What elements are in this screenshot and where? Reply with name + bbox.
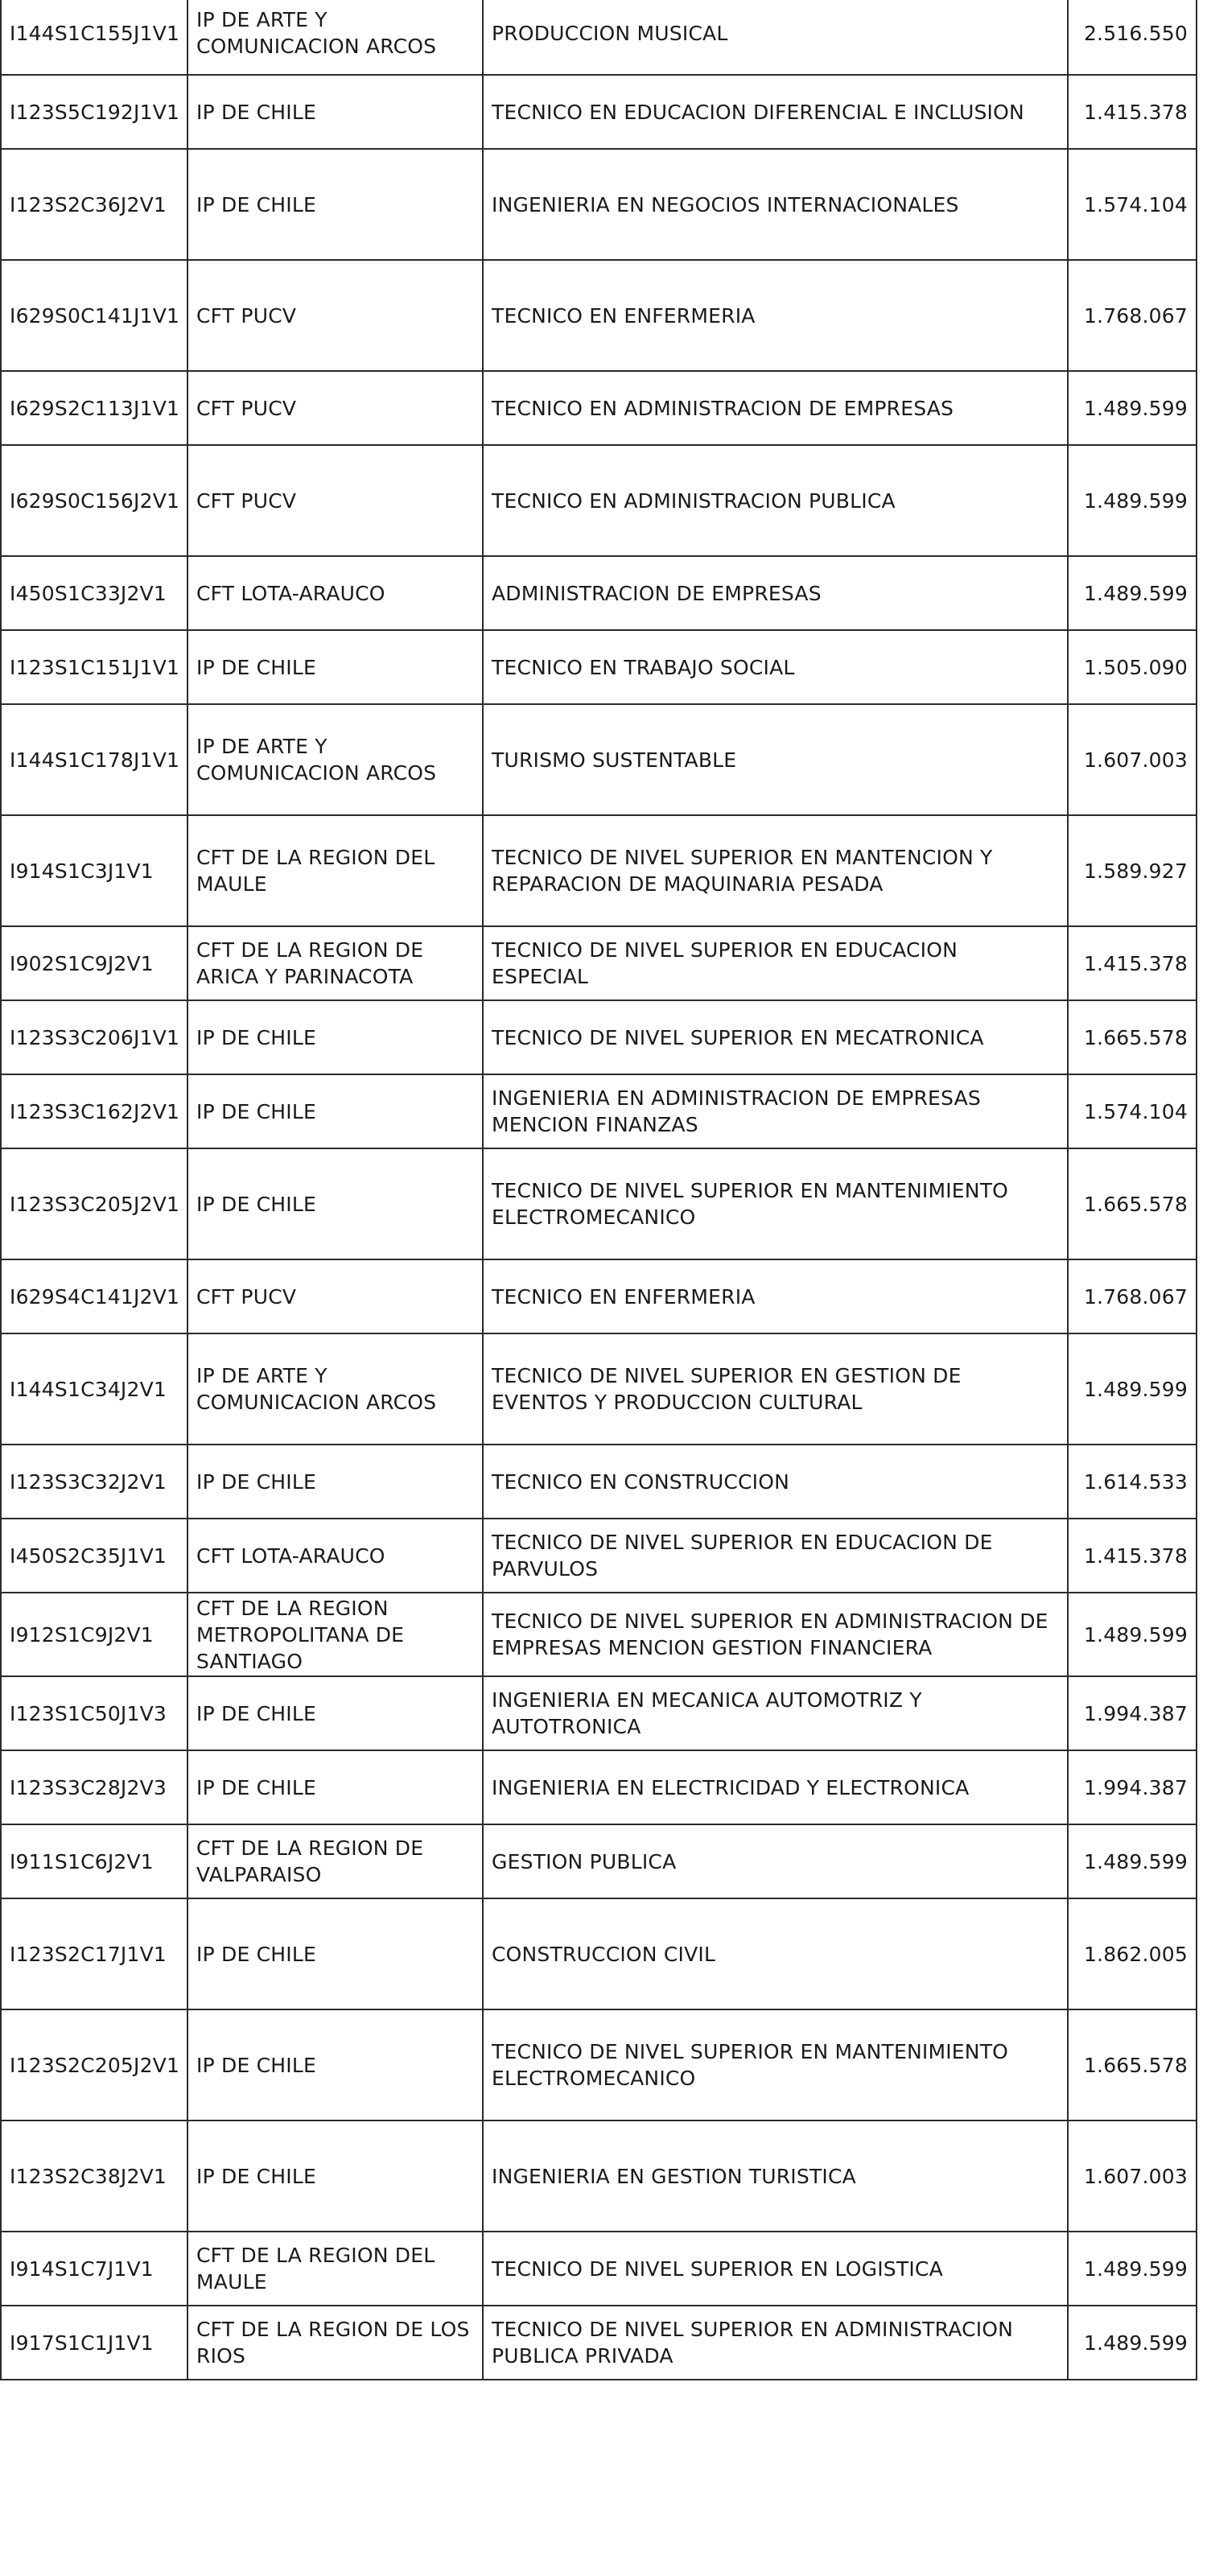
amount-cell: 1.574.104 [1068, 1074, 1197, 1148]
table-row [1, 556, 1197, 630]
amount-cell: 1.768.067 [1068, 1259, 1197, 1333]
program-cell: INGENIERIA EN ADMINISTRACION DE EMPRESAS MENCION FINANZAS [483, 1074, 1068, 1148]
program-cell: TECNICO DE NIVEL SUPERIOR EN MANTENCION Y REPARACION DE MAQUINARIA PESADA [483, 815, 1068, 926]
career-code-cell: I123S2C205J2V1 [1, 2009, 187, 2121]
institution-cell: IP DE CHILE [187, 75, 483, 149]
institution-cell: CFT DE LA REGION DEL MAULE [187, 815, 483, 926]
institution-cell: CFT DE LA REGION DE LOS RIOS [187, 2306, 483, 2380]
program-cell: TECNICO DE NIVEL SUPERIOR EN MANTENIMIENTO ELECTROMECANICO [483, 2009, 1068, 2121]
career-code-cell: I911S1C6J2V1 [1, 1824, 187, 1898]
table-row [1, 0, 1197, 75]
institution-cell: IP DE CHILE [187, 630, 483, 704]
program-cell: TECNICO EN ENFERMERIA [483, 260, 1068, 371]
table-row [1, 1519, 1197, 1593]
program-cell: TECNICO DE NIVEL SUPERIOR EN EDUCACION ESPECIAL [483, 926, 1068, 1000]
program-cell: INGENIERIA EN ELECTRICIDAD Y ELECTRONICA [483, 1750, 1068, 1824]
program-cell: INGENIERIA EN NEGOCIOS INTERNACIONALES [483, 149, 1068, 260]
amount-cell: 1.574.104 [1068, 149, 1197, 260]
career-code-cell: I123S1C50J1V3 [1, 1676, 187, 1750]
amount-cell: 1.589.927 [1068, 815, 1197, 926]
table-row [1, 815, 1197, 926]
program-cell: TECNICO DE NIVEL SUPERIOR EN MECATRONICA [483, 1000, 1068, 1074]
amount-cell: 1.489.599 [1068, 1824, 1197, 1898]
career-code-cell: I123S5C192J1V1 [1, 75, 187, 149]
institution-cell: CFT PUCV [187, 445, 483, 556]
career-code-cell: I123S2C36J2V1 [1, 149, 187, 260]
amount-cell: 1.415.378 [1068, 1519, 1197, 1593]
career-code-cell: I912S1C9J2V1 [1, 1593, 187, 1676]
table-row [1, 445, 1197, 556]
institution-cell: CFT LOTA-ARAUCO [187, 1519, 483, 1593]
institution-cell: IP DE ARTE Y COMUNICACION ARCOS [187, 704, 483, 815]
table-row [1, 1333, 1197, 1445]
institution-cell: IP DE CHILE [187, 2009, 483, 2121]
institution-cell: CFT DE LA REGION DE VALPARAISO [187, 1824, 483, 1898]
table-row [1, 2232, 1197, 2306]
program-cell: TECNICO EN CONSTRUCCION [483, 1445, 1068, 1519]
program-cell: TECNICO EN ADMINISTRACION DE EMPRESAS [483, 371, 1068, 445]
career-code-cell: I123S3C32J2V1 [1, 1445, 187, 1519]
career-code-cell: I902S1C9J2V1 [1, 926, 187, 1000]
program-cell: CONSTRUCCION CIVIL [483, 1898, 1068, 2009]
program-cell: TECNICO EN TRABAJO SOCIAL [483, 630, 1068, 704]
amount-cell: 1.614.533 [1068, 1445, 1197, 1519]
amount-cell: 1.665.578 [1068, 2009, 1197, 2121]
institution-cell: IP DE ARTE Y COMUNICACION ARCOS [187, 1333, 483, 1445]
program-cell: INGENIERIA EN MECANICA AUTOMOTRIZ Y AUTOTRONICA [483, 1676, 1068, 1750]
institution-cell: CFT LOTA-ARAUCO [187, 556, 483, 630]
career-code-cell: I144S1C178J1V1 [1, 704, 187, 815]
table-row [1, 371, 1197, 445]
institution-cell: IP DE CHILE [187, 1074, 483, 1148]
table-row [1, 926, 1197, 1000]
amount-cell: 1.489.599 [1068, 2306, 1197, 2380]
institution-cell: IP DE CHILE [187, 2121, 483, 2232]
institution-cell: CFT DE LA REGION DEL MAULE [187, 2232, 483, 2306]
program-cell: GESTION PUBLICA [483, 1824, 1068, 1898]
career-code-cell: I917S1C1J1V1 [1, 2306, 187, 2380]
amount-cell: 1.994.387 [1068, 1676, 1197, 1750]
table-row [1, 75, 1197, 149]
amount-cell: 1.505.090 [1068, 630, 1197, 704]
table-row [1, 1750, 1197, 1824]
institution-cell: IP DE CHILE [187, 149, 483, 260]
table-row [1, 2009, 1197, 2121]
table-row [1, 1824, 1197, 1898]
program-cell: TECNICO DE NIVEL SUPERIOR EN ADMINISTRACION PUBLICA PRIVADA [483, 2306, 1068, 2380]
program-cell: TECNICO EN EDUCACION DIFERENCIAL E INCLUSION [483, 75, 1068, 149]
program-cell: TECNICO DE NIVEL SUPERIOR EN GESTION DE EVENTOS Y PRODUCCION CULTURAL [483, 1333, 1068, 1445]
career-code-cell: I123S2C17J1V1 [1, 1898, 187, 2009]
program-cell: TECNICO EN ADMINISTRACION PUBLICA [483, 445, 1068, 556]
table-body [1, 0, 1197, 2380]
career-code-cell: I629S4C141J2V1 [1, 1259, 187, 1333]
institution-cell: CFT DE LA REGION METROPOLITANA DE SANTIAGO [187, 1593, 483, 1676]
institution-cell: CFT PUCV [187, 1259, 483, 1333]
table-row [1, 1445, 1197, 1519]
amount-cell: 1.768.067 [1068, 260, 1197, 371]
table-row [1, 1593, 1197, 1676]
program-cell: TURISMO SUSTENTABLE [483, 704, 1068, 815]
career-code-cell: I450S1C33J2V1 [1, 556, 187, 630]
amount-cell: 1.665.578 [1068, 1000, 1197, 1074]
amount-cell: 1.489.599 [1068, 445, 1197, 556]
amount-cell: 1.862.005 [1068, 1898, 1197, 2009]
program-cell: TECNICO DE NIVEL SUPERIOR EN EDUCACION DE PARVULOS [483, 1519, 1068, 1593]
career-code-cell: I450S2C35J1V1 [1, 1519, 187, 1593]
program-cell: ADMINISTRACION DE EMPRESAS [483, 556, 1068, 630]
program-cell: TECNICO DE NIVEL SUPERIOR EN ADMINISTRACION DE EMPRESAS MENCION GESTION FINANCIERA [483, 1593, 1068, 1676]
career-code-cell: I629S0C141J1V1 [1, 260, 187, 371]
institution-cell: IP DE CHILE [187, 1750, 483, 1824]
institution-cell: IP DE CHILE [187, 1148, 483, 1259]
table-row [1, 2121, 1197, 2232]
table-row [1, 1259, 1197, 1333]
amount-cell: 1.415.378 [1068, 926, 1197, 1000]
amount-cell: 1.489.599 [1068, 1333, 1197, 1445]
program-cell: TECNICO DE NIVEL SUPERIOR EN MANTENIMIENTO ELECTROMECANICO [483, 1148, 1068, 1259]
table-row [1, 1074, 1197, 1148]
career-code-cell: I123S3C162J2V1 [1, 1074, 187, 1148]
program-cell: TECNICO DE NIVEL SUPERIOR EN LOGISTICA [483, 2232, 1068, 2306]
career-code-cell: I123S3C205J2V1 [1, 1148, 187, 1259]
career-code-cell: I629S0C156J2V1 [1, 445, 187, 556]
amount-cell: 1.489.599 [1068, 2232, 1197, 2306]
career-code-cell: I123S1C151J1V1 [1, 630, 187, 704]
table-row [1, 149, 1197, 260]
institution-cell: CFT DE LA REGION DE ARICA Y PARINACOTA [187, 926, 483, 1000]
career-code-cell: I629S2C113J1V1 [1, 371, 187, 445]
institution-cell: CFT PUCV [187, 260, 483, 371]
career-code-cell: I123S2C38J2V1 [1, 2121, 187, 2232]
institution-cell: IP DE CHILE [187, 1676, 483, 1750]
amount-cell: 1.665.578 [1068, 1148, 1197, 1259]
program-cell: TECNICO EN ENFERMERIA [483, 1259, 1068, 1333]
table-row [1, 1898, 1197, 2009]
career-code-cell: I144S1C34J2V1 [1, 1333, 187, 1445]
table-row [1, 630, 1197, 704]
amount-cell: 1.489.599 [1068, 556, 1197, 630]
institution-cell: IP DE CHILE [187, 1000, 483, 1074]
career-code-cell: I914S1C3J1V1 [1, 815, 187, 926]
career-code-cell: I123S3C206J1V1 [1, 1000, 187, 1074]
program-cell: INGENIERIA EN GESTION TURISTICA [483, 2121, 1068, 2232]
table-row [1, 260, 1197, 371]
table-row [1, 1148, 1197, 1259]
career-code-cell: I914S1C7J1V1 [1, 2232, 187, 2306]
table-row [1, 2306, 1197, 2380]
career-code-cell: I123S3C28J2V3 [1, 1750, 187, 1824]
institution-cell: IP DE ARTE Y COMUNICACION ARCOS [187, 0, 483, 75]
amount-cell: 1.415.378 [1068, 75, 1197, 149]
institution-cell: CFT PUCV [187, 371, 483, 445]
amount-cell: 1.607.003 [1068, 2121, 1197, 2232]
table-row [1, 1676, 1197, 1750]
institution-cell: IP DE CHILE [187, 1898, 483, 2009]
amount-cell: 2.516.550 [1068, 0, 1197, 75]
program-cell: PRODUCCION MUSICAL [483, 0, 1068, 75]
table-row [1, 1000, 1197, 1074]
career-code-cell: I144S1C155J1V1 [1, 0, 187, 75]
amount-cell: 1.994.387 [1068, 1750, 1197, 1824]
amount-cell: 1.489.599 [1068, 371, 1197, 445]
table-row [1, 704, 1197, 815]
amount-cell: 1.607.003 [1068, 704, 1197, 815]
institution-cell: IP DE CHILE [187, 1445, 483, 1519]
amount-cell: 1.489.599 [1068, 1593, 1197, 1676]
